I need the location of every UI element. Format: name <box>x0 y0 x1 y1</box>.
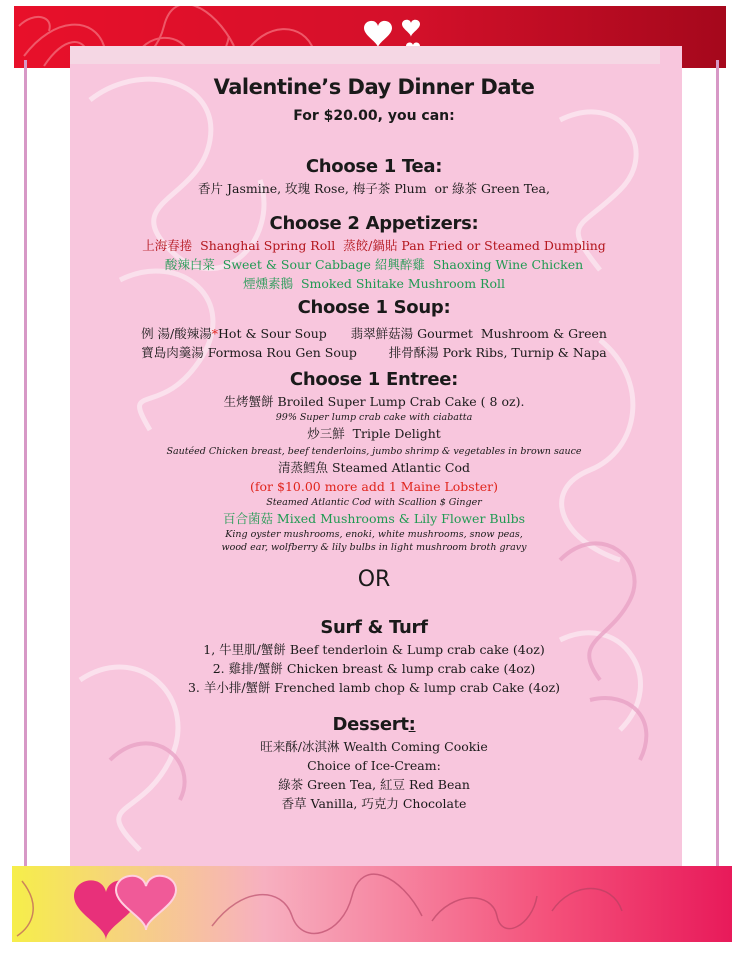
appetizer-dumpling: 蒸餃/鍋貼 Pan Fried or Steamed Dumpling <box>343 238 606 253</box>
surf-turf-item-3: 3. 羊小排/蟹餅 Frenched lamb chop & lump crab Cake (4oz) <box>187 680 561 695</box>
appetizer-row-1 <box>70 236 678 255</box>
soup-heading: Choose 1 Soup: <box>297 297 451 318</box>
entree-mushrooms-desc-1: King oyster mushrooms, enoki, white mushrooms, snow peas, <box>225 529 523 540</box>
dessert-heading-text: Dessert <box>332 714 409 735</box>
entree-triple-delight-desc: Sautéed Chicken breast, beef tenderloins, jumbo shrimp & vegetables in brown sauce <box>166 446 582 457</box>
appetizer-row-2 <box>70 255 678 274</box>
soup-hot-sour-chinese: 例 湯/酸辣湯 <box>141 326 212 341</box>
appetizers-heading: Choose 2 Appetizers: <box>269 213 479 234</box>
surf-turf-item-2: 2. 雞排/蟹餅 Chicken breast & lump crab cake (4oz) <box>212 661 536 676</box>
soup-star: * <box>211 326 219 341</box>
dessert-cookie: 旺来酥/冰淇淋 Wealth Coming Cookie <box>260 739 488 754</box>
dessert-heading-colon: : <box>408 714 416 735</box>
tea-heading: Choose 1 Tea: <box>305 156 443 177</box>
dessert-ice-cream-flavors-1: 綠茶 Green Tea, 紅豆 Red Bean <box>278 777 470 792</box>
appetizer-row-3: 煙燻素鵝 Smoked Shitake Mushroom Roll <box>243 276 505 291</box>
heart-icons <box>74 876 176 940</box>
entree-atlantic-cod-desc: Steamed Atlantic Cod with Scallion $ Ginger <box>266 497 482 508</box>
appetizer-cabbage: 酸辣白菜 Sweet & Sour Cabbage <box>164 257 375 272</box>
entree-atlantic-cod: 清蒸鱈魚 Steamed Atlantic Cod <box>277 460 471 475</box>
appetizer-chicken: 紹興醉雞 Shaoxing Wine Chicken <box>374 257 584 272</box>
soup-row-2: 寶島肉羹湯 Formosa Rou Gen Soup 排骨酥湯 Pork Ribs, Turnip & Napa <box>141 345 607 360</box>
entree-mixed-mushrooms: 百合菌菇 Mixed Mushrooms & Lily Flower Bulbs <box>222 511 526 526</box>
or-divider: OR <box>357 567 391 592</box>
menu-subtitle: For $20.00, you can: <box>293 108 455 124</box>
entree-heading: Choose 1 Entree: <box>289 369 459 390</box>
soup-row-1-text: Hot & Sour Soup 翡翠鮮菇湯 Gourmet Mushroom & Green <box>218 326 607 341</box>
soup-row-1 <box>70 324 678 343</box>
bottom-banner <box>12 866 732 942</box>
entree-crab-cake-desc: 99% Super lump crab cake with ciabatta <box>275 412 473 423</box>
surf-turf-heading: Surf & Turf <box>320 617 428 638</box>
dessert-ice-cream-flavors-2: 香草 Vanilla, 巧克力 Chocolate <box>281 796 467 811</box>
appetizer-spring-roll: 上海春捲 Shanghai Spring Roll <box>142 238 344 253</box>
menu-content <box>70 60 678 813</box>
dessert-ice-cream-label: Choice of Ice-Cream: <box>307 758 441 773</box>
entree-crab-cake: 生烤蟹餅 Broiled Super Lump Crab Cake ( 8 oz). <box>223 394 525 409</box>
entree-triple-delight: 炒三鮮 Triple Delight <box>307 426 441 441</box>
surf-turf-item-1: 1, 牛里肌/蟹餅 Beef tenderloin & Lump crab cake (4oz) <box>203 642 545 657</box>
entree-lobster-note: (for $10.00 more add 1 Maine Lobster) <box>250 479 498 494</box>
dessert-heading <box>70 713 678 737</box>
menu-title: Valentine’s Day Dinner Date <box>213 75 535 99</box>
entree-mushrooms-desc-2: wood ear, wolfberry & lily bulbs in light mushroom broth gravy <box>221 542 527 553</box>
tea-options: 香片 Jasmine, 玫瑰 Rose, 梅子茶 Plum or 綠茶 Green Tea, <box>198 181 550 196</box>
bottom-decoration <box>12 866 732 942</box>
